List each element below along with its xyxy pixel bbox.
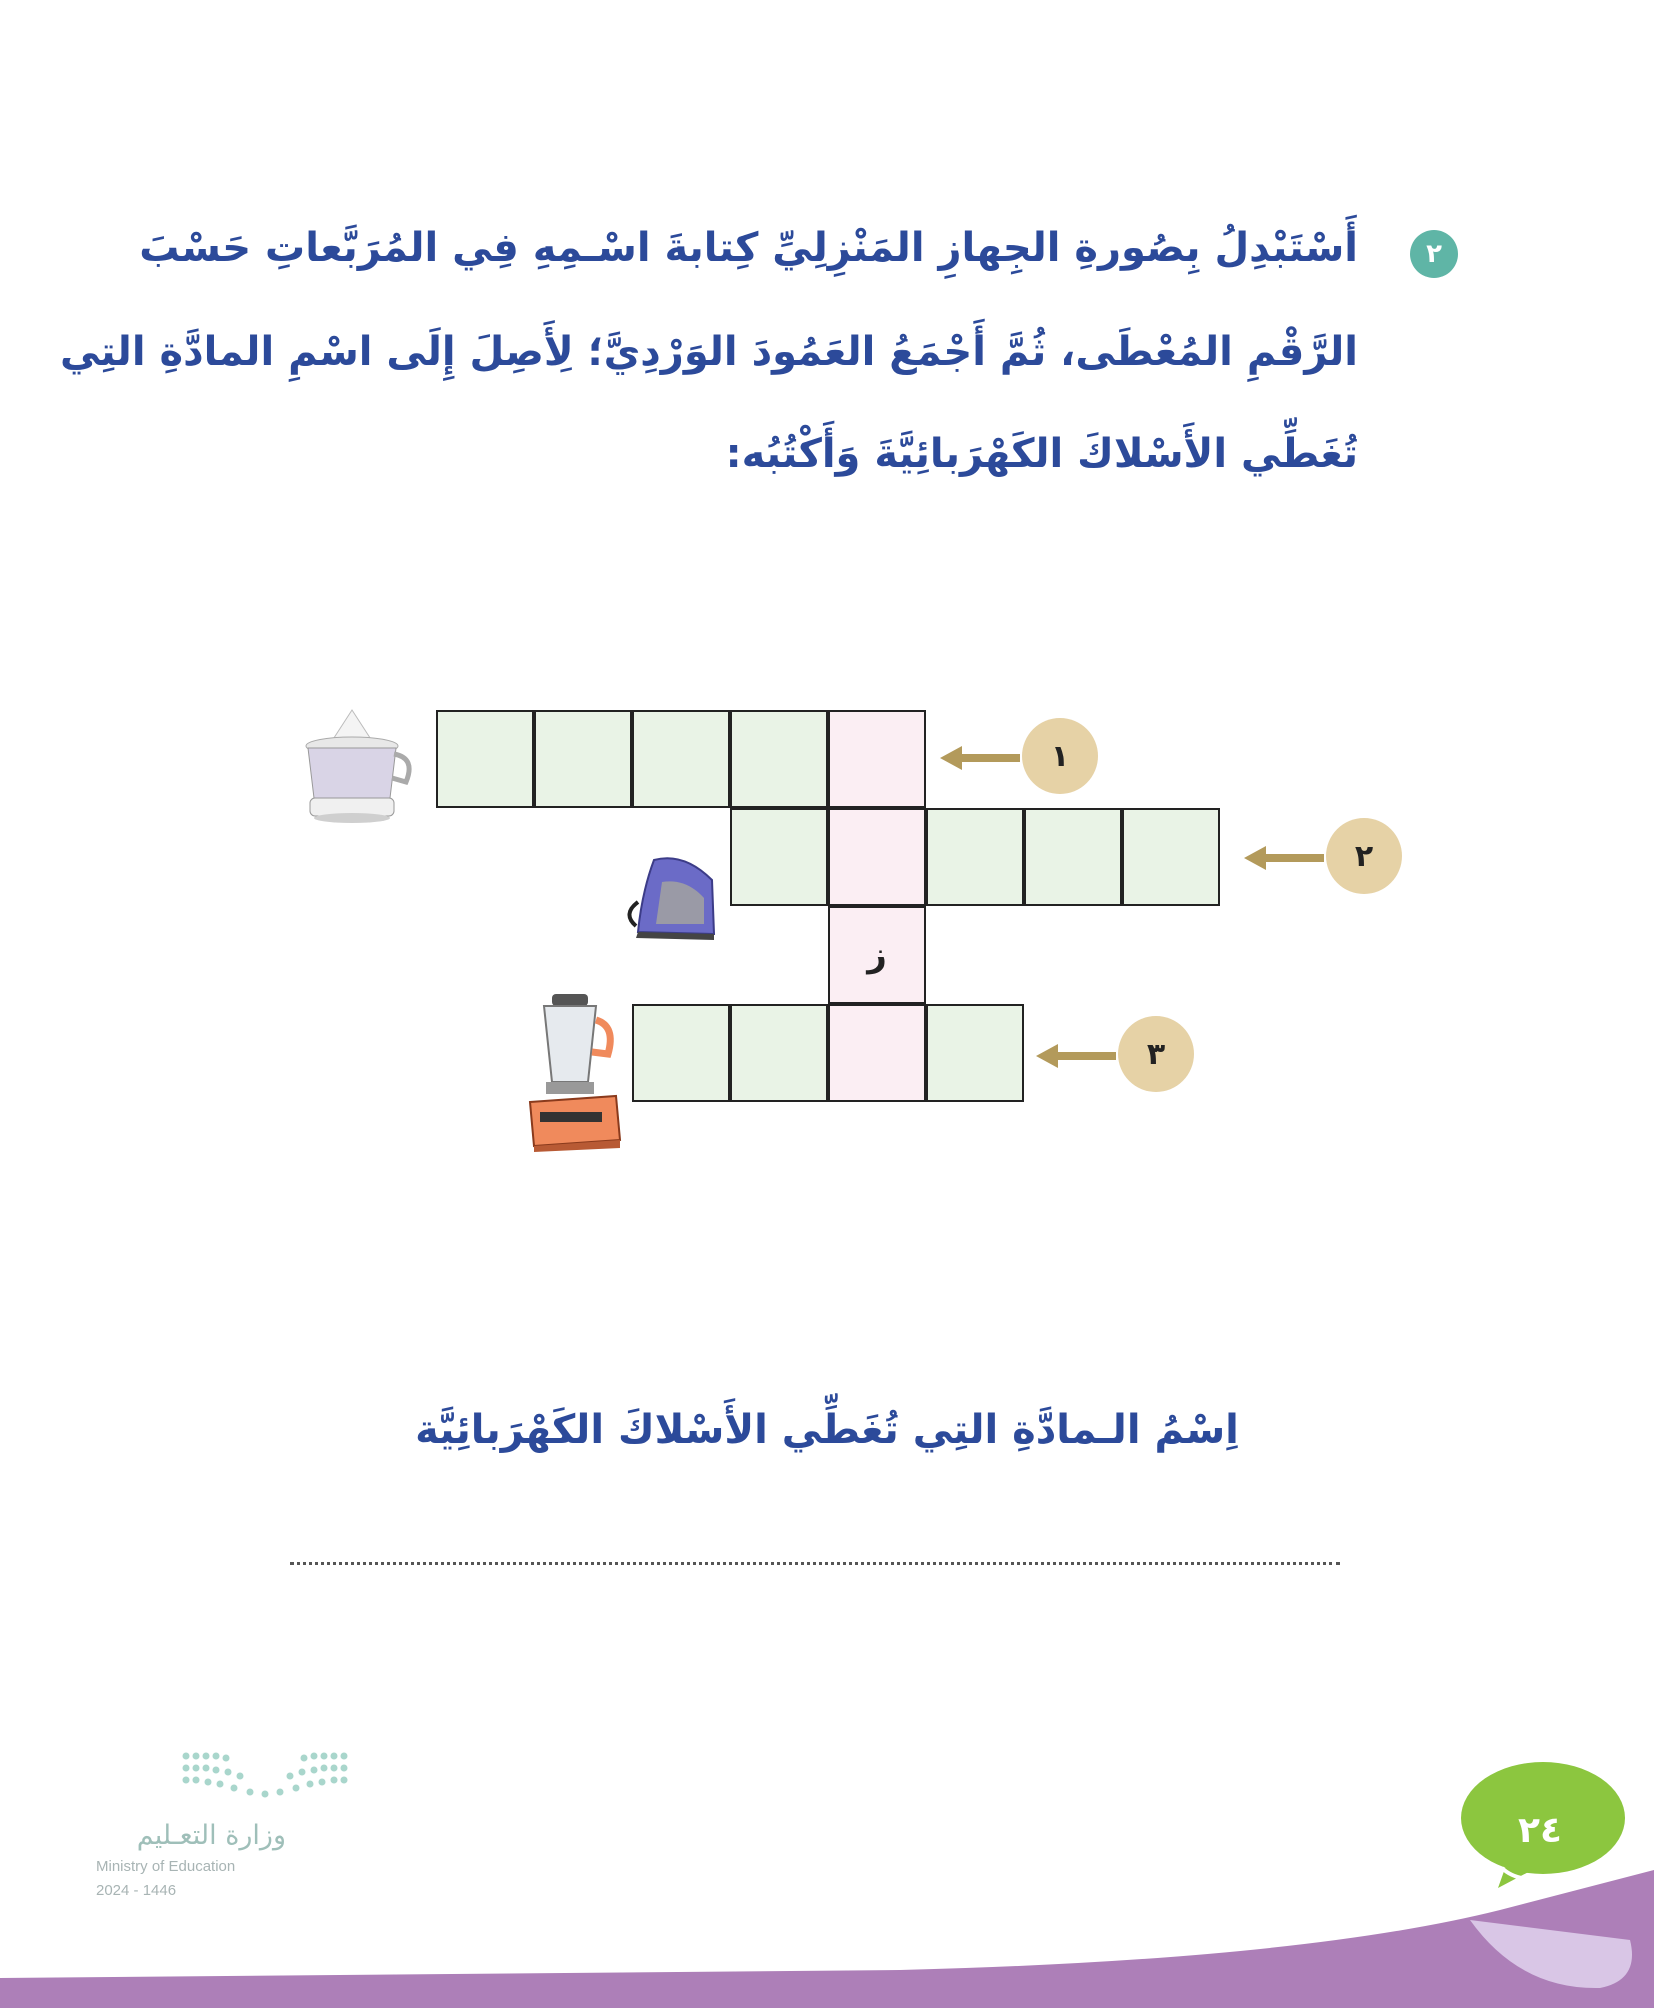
- ministry-name-arabic: وزارة التعـليم: [136, 1820, 286, 1851]
- question-line-3: تُغَطِّي الأَسْلاكَ الكَهْرَبائِيَّةَ وَأَكْتُبُه:: [725, 431, 1358, 477]
- answer-write-line[interactable]: [290, 1562, 1340, 1565]
- arrow-left-icon: [1036, 1044, 1116, 1068]
- row-2-number-badge: ٢: [1326, 818, 1402, 894]
- row-3-number-badge: ٣: [1118, 1016, 1194, 1092]
- crossword-cell[interactable]: [730, 808, 828, 906]
- iron-icon: [624, 852, 718, 944]
- crossword-cell-highlight[interactable]: [828, 808, 926, 906]
- arrow-left-icon: [940, 746, 1020, 770]
- question-line-2: الرَّقْمِ المُعْطَى، ثُمَّ أَجْمَعُ العَمُودَ الوَرْدِيَّ؛ لِأَصِلَ إِلَى اسْمِ المادَّةِ التِي: [60, 329, 1358, 375]
- crossword-cell[interactable]: [730, 710, 828, 808]
- page-number: ٢٤: [1518, 1809, 1562, 1851]
- ministry-name-english: Ministry of Education: [96, 1858, 236, 1875]
- row-1-number-badge: ١: [1022, 718, 1098, 794]
- crossword-cell[interactable]: [436, 710, 534, 808]
- crossword-cell[interactable]: [1122, 808, 1220, 906]
- footer-band: [0, 1860, 1654, 2008]
- crossword-cell[interactable]: [926, 808, 1024, 906]
- edition-year: 2024 - 1446: [96, 1882, 177, 1899]
- crossword-cell[interactable]: [632, 710, 730, 808]
- ministry-logo-icon: [180, 1748, 350, 1802]
- crossword-cell[interactable]: [1024, 808, 1122, 906]
- answer-title: اِسْمُ الـمادَّةِ التِي تُغَطِّي الأَسْلاكَ الكَهْرَبائِيَّة: [415, 1407, 1239, 1453]
- blender-icon: [524, 990, 624, 1152]
- crossword-cell-given-letter: ز: [828, 906, 926, 1004]
- arrow-left-icon: [1244, 846, 1324, 870]
- crossword-cell[interactable]: [632, 1004, 730, 1102]
- crossword-cell-highlight[interactable]: [828, 1004, 926, 1102]
- crossword-cell[interactable]: [926, 1004, 1024, 1102]
- question-number-badge: ٢: [1410, 230, 1458, 278]
- crossword-cell-highlight[interactable]: [828, 710, 926, 808]
- crossword-cell[interactable]: [730, 1004, 828, 1102]
- question-line-1: أَسْتَبْدِلُ بِصُورةِ الجِهازِ المَنْزِلِيِّ كِتابةَ اسْـمِهِ فِي المُرَبَّعاتِ حَسْبَ: [139, 225, 1358, 271]
- citrus-juicer-icon: [290, 706, 416, 824]
- crossword-cell[interactable]: [534, 710, 632, 808]
